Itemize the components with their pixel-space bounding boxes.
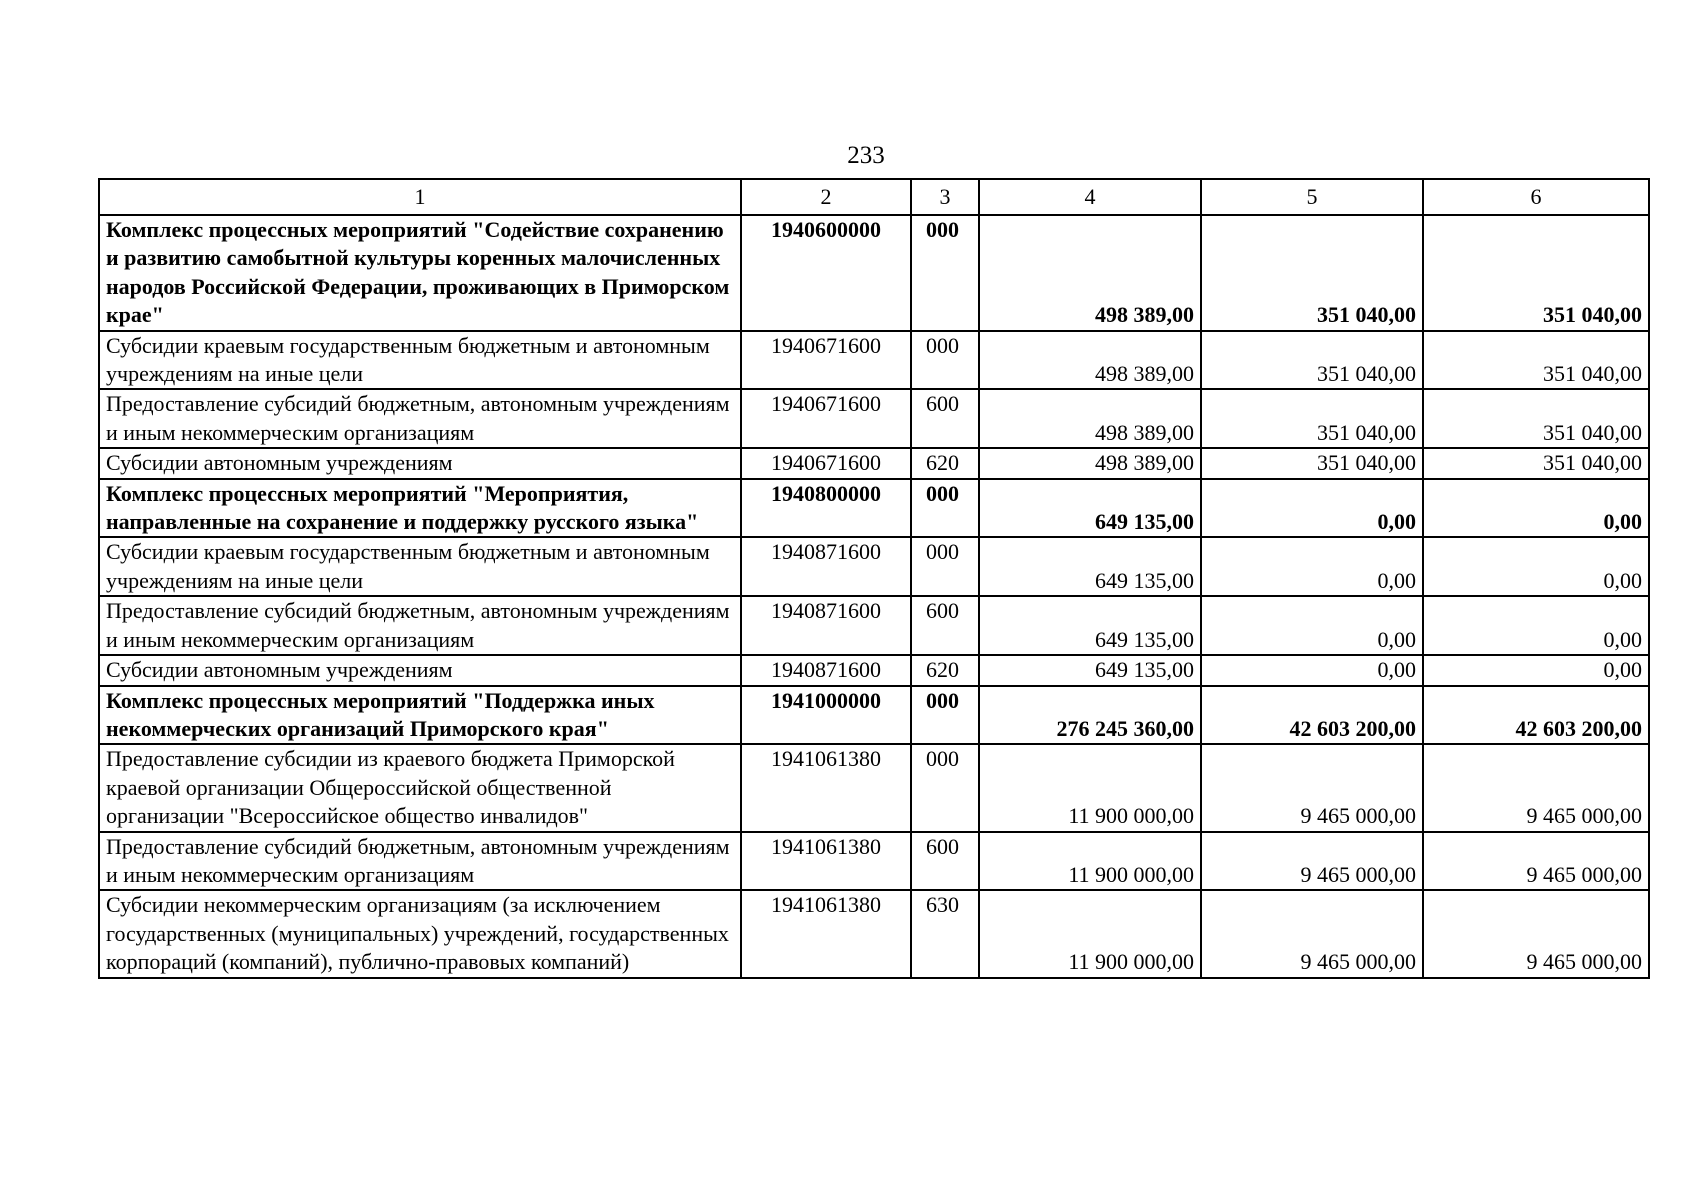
- row-expense-type: 000: [911, 686, 979, 745]
- table-row: [99, 744, 1649, 831]
- row-value-4: 498 389,00: [979, 448, 1201, 478]
- row-value-4: 649 135,00: [979, 655, 1201, 685]
- row-value-5: 0,00: [1201, 479, 1423, 538]
- row-name: Субсидии краевым государственным бюджетным и автономным учреждениям на иные цели: [99, 331, 741, 390]
- row-name: Предоставление субсидий бюджетным, автономным учреждениям и иным некоммерческим организациям: [99, 832, 741, 891]
- row-expense-type: 600: [911, 832, 979, 891]
- column-header: 5: [1201, 179, 1423, 215]
- row-code: 1940871600: [741, 537, 911, 596]
- column-header: 2: [741, 179, 911, 215]
- row-code: 1940671600: [741, 331, 911, 390]
- row-expense-type: 630: [911, 890, 979, 977]
- table-row: [99, 448, 1649, 478]
- row-value-5: 9 465 000,00: [1201, 890, 1423, 977]
- row-value-5: 9 465 000,00: [1201, 744, 1423, 831]
- row-value-5: 0,00: [1201, 655, 1423, 685]
- row-value-5: 351 040,00: [1201, 448, 1423, 478]
- row-value-4: 649 135,00: [979, 596, 1201, 655]
- table-header-row: [99, 179, 1649, 215]
- row-value-5: 0,00: [1201, 596, 1423, 655]
- row-name: Субсидии автономным учреждениям: [99, 655, 741, 685]
- row-value-6: 9 465 000,00: [1423, 832, 1649, 891]
- table-row: [99, 890, 1649, 977]
- row-expense-type: 000: [911, 537, 979, 596]
- column-header: 3: [911, 179, 979, 215]
- row-value-4: 498 389,00: [979, 331, 1201, 390]
- row-name: Субсидии некоммерческим организациям (за исключением государственных (муниципальных) учреждений, государственных корпораций (компаний), публично-правовых компаний): [99, 890, 741, 977]
- row-value-4: 11 900 000,00: [979, 832, 1201, 891]
- row-name: Субсидии краевым государственным бюджетным и автономным учреждениям на иные цели: [99, 537, 741, 596]
- row-value-4: 649 135,00: [979, 479, 1201, 538]
- row-value-5: 0,00: [1201, 537, 1423, 596]
- row-value-6: 351 040,00: [1423, 389, 1649, 448]
- row-value-4: 498 389,00: [979, 389, 1201, 448]
- row-name: Предоставление субсидий бюджетным, автономным учреждениям и иным некоммерческим организациям: [99, 596, 741, 655]
- row-value-6: 0,00: [1423, 596, 1649, 655]
- page-number: 233: [847, 142, 885, 169]
- table-row: [99, 537, 1649, 596]
- row-value-6: 42 603 200,00: [1423, 686, 1649, 745]
- row-value-5: 351 040,00: [1201, 389, 1423, 448]
- row-value-6: 0,00: [1423, 537, 1649, 596]
- table-row: [99, 479, 1649, 538]
- row-code: 1940800000: [741, 479, 911, 538]
- row-value-6: 351 040,00: [1423, 215, 1649, 331]
- row-value-6: 9 465 000,00: [1423, 744, 1649, 831]
- table-row: [99, 389, 1649, 448]
- row-value-5: 9 465 000,00: [1201, 832, 1423, 891]
- table-row: [99, 215, 1649, 331]
- table-row: [99, 331, 1649, 390]
- row-value-4: 649 135,00: [979, 537, 1201, 596]
- column-header: 4: [979, 179, 1201, 215]
- column-header: 6: [1423, 179, 1649, 215]
- table-row: [99, 655, 1649, 685]
- row-expense-type: 000: [911, 215, 979, 331]
- row-name: Комплекс процессных мероприятий "Содействие сохранению и развитию самобытной культуры коренных малочисленных народов Российской Федерации, проживающих в Приморском крае": [99, 215, 741, 331]
- row-value-6: 0,00: [1423, 479, 1649, 538]
- row-value-5: 42 603 200,00: [1201, 686, 1423, 745]
- row-name: Комплекс процессных мероприятий "Мероприятия, направленные на сохранение и поддержку русского языка": [99, 479, 741, 538]
- row-name: Субсидии автономным учреждениям: [99, 448, 741, 478]
- column-header: 1: [99, 179, 741, 215]
- row-code: 1941061380: [741, 832, 911, 891]
- row-expense-type: 620: [911, 655, 979, 685]
- row-value-4: 276 245 360,00: [979, 686, 1201, 745]
- row-code: 1940671600: [741, 448, 911, 478]
- row-value-6: 351 040,00: [1423, 448, 1649, 478]
- row-code: 1940671600: [741, 389, 911, 448]
- row-name: Комплекс процессных мероприятий "Поддержка иных некоммерческих организаций Приморского края": [99, 686, 741, 745]
- row-code: 1941000000: [741, 686, 911, 745]
- row-expense-type: 600: [911, 389, 979, 448]
- row-code: 1940871600: [741, 596, 911, 655]
- row-expense-type: 620: [911, 448, 979, 478]
- row-expense-type: 000: [911, 479, 979, 538]
- row-code: 1941061380: [741, 890, 911, 977]
- row-value-5: 351 040,00: [1201, 331, 1423, 390]
- table-row: [99, 596, 1649, 655]
- row-value-6: 351 040,00: [1423, 331, 1649, 390]
- row-expense-type: 600: [911, 596, 979, 655]
- row-value-5: 351 040,00: [1201, 215, 1423, 331]
- table-row: [99, 832, 1649, 891]
- row-expense-type: 000: [911, 331, 979, 390]
- row-name: Предоставление субсидий бюджетным, автономным учреждениям и иным некоммерческим организациям: [99, 389, 741, 448]
- row-value-6: 9 465 000,00: [1423, 890, 1649, 977]
- row-code: 1941061380: [741, 744, 911, 831]
- row-value-4: 11 900 000,00: [979, 744, 1201, 831]
- row-value-4: 11 900 000,00: [979, 890, 1201, 977]
- row-value-4: 498 389,00: [979, 215, 1201, 331]
- row-code: 1940600000: [741, 215, 911, 331]
- row-expense-type: 000: [911, 744, 979, 831]
- row-code: 1940871600: [741, 655, 911, 685]
- row-value-6: 0,00: [1423, 655, 1649, 685]
- table-row: [99, 686, 1649, 745]
- budget-table: [98, 178, 1650, 979]
- row-name: Предоставление субсидии из краевого бюджета Приморской краевой организации Общероссийской общественной организации "Всероссийское общество инвалидов": [99, 744, 741, 831]
